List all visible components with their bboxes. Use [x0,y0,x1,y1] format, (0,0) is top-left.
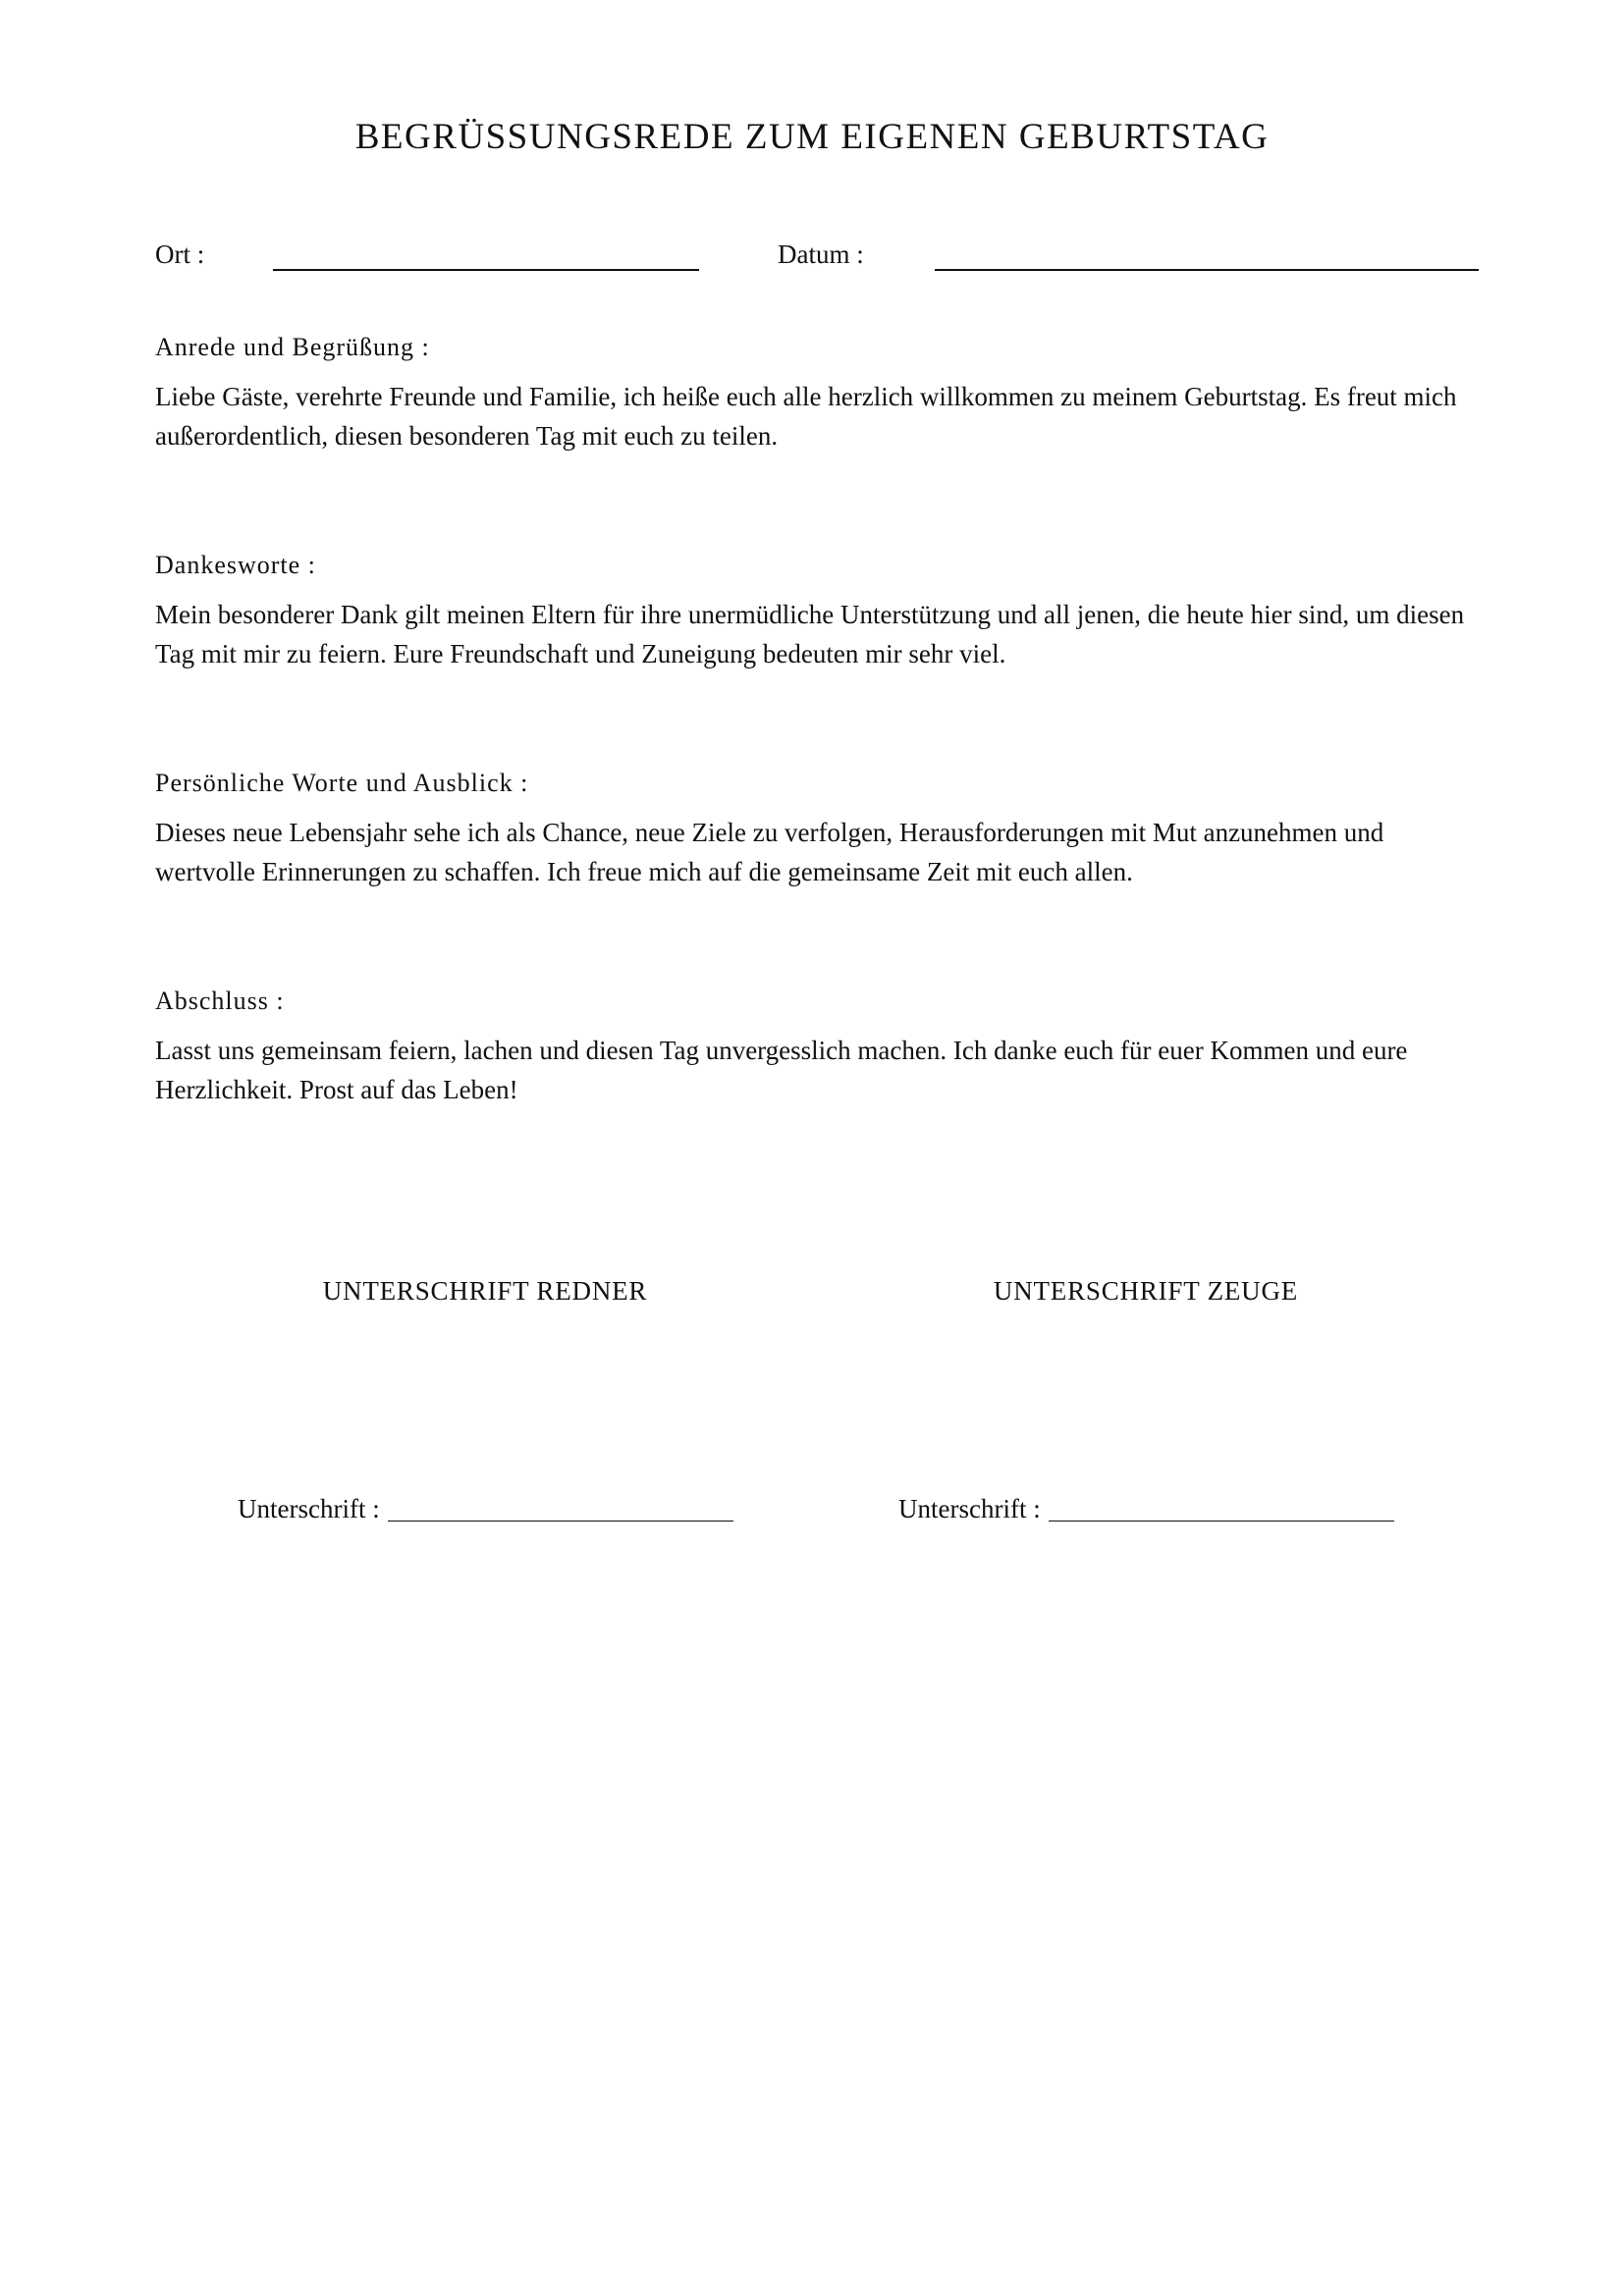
document-title: BEGRÜSSUNGSREDE ZUM EIGENEN GEBURTSTAG [354,117,1270,157]
speaker-signature-line[interactable] [388,1521,733,1522]
date-field-line[interactable] [935,269,1479,271]
section-body: Liebe Gäste, verehrte Freunde und Familie, ich heiße euch alle herzlich willkommen zu meinem Geburtstag. Es freut mich außerordentlich, diesen besonderen Tag mit euch zu teilen. [155,382,1457,451]
section-heading: Dankesworte : [155,551,316,579]
section-body: Mein besonderer Dank gilt meinen Eltern für ihre unermüdliche Unterstützung und all jenen, die heute hier sind, um diesen Tag mit mir zu feiern. Eure Freundschaft und Zuneigung bedeuten mir sehr viel. [155,600,1465,668]
speaker-signature-row [238,1494,733,1524]
speaker-signature-heading: UNTERSCHRIFT REDNER [322,1276,648,1306]
section-greeting [155,332,1471,455]
witness-signature-label: Unterschrift : [898,1494,1041,1523]
witness-signature-line[interactable] [1049,1521,1394,1522]
location-label: Ort : [155,240,205,269]
section-closing [155,986,1471,1109]
section-heading: Abschluss : [155,987,285,1015]
speaker-signature-label: Unterschrift : [238,1494,380,1523]
witness-signature-row [898,1494,1394,1524]
section-heading: Persönliche Worte und Ausblick : [155,769,529,797]
section-outlook [155,768,1471,891]
date-label: Datum : [778,240,864,269]
section-heading: Anrede und Begrüßung : [155,333,430,361]
section-body: Lasst uns gemeinsam feiern, lachen und diesen Tag unvergesslich machen. Ich danke euch für euer Kommen und eure Herzlichkeit. Prost auf das Leben! [155,1036,1408,1104]
section-body: Dieses neue Lebensjahr sehe ich als Chance, neue Ziele zu verfolgen, Herausforderungen mit Mut anzunehmen und wertvolle Erinnerungen zu schaffen. Ich freue mich auf die gemeinsame Zeit mit euch allen. [155,818,1384,886]
section-thanks [155,550,1471,673]
location-field-line[interactable] [273,269,699,271]
witness-signature-heading: UNTERSCHRIFT ZEUGE [993,1276,1299,1306]
